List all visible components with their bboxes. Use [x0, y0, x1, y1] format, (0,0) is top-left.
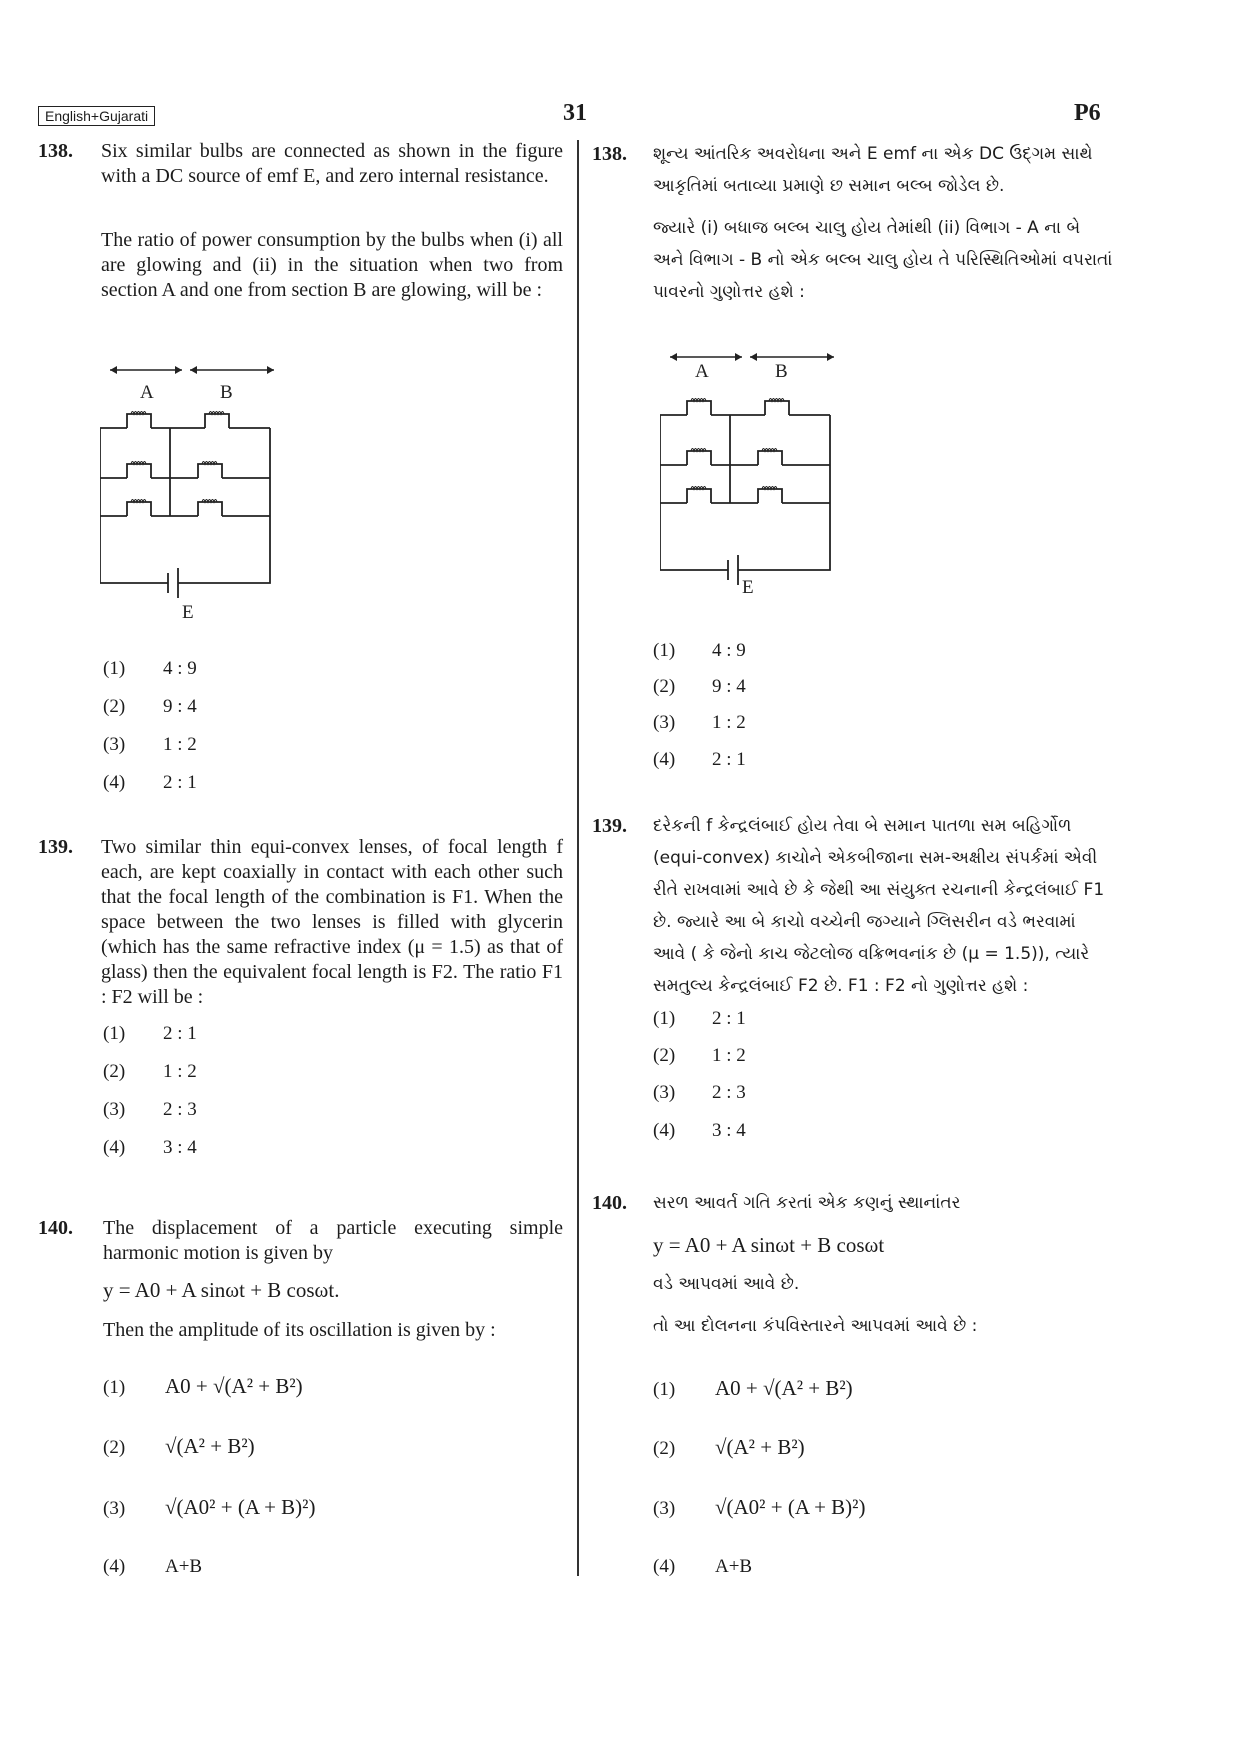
q139-option-4-label-en: (4) [103, 1137, 126, 1158]
q138-option-2-en[interactable]: 9 : 4 [163, 696, 197, 717]
section-b-label: B [220, 382, 233, 403]
q138-number-en: 138. [38, 140, 73, 162]
q139-option-1-label-en: (1) [103, 1023, 126, 1044]
q139-option-2-gu[interactable]: 1 : 2 [712, 1045, 746, 1066]
q138-option-3-en[interactable]: 1 : 2 [163, 734, 197, 755]
q140-option-1-en[interactable]: A0 + √(A² + B²) [165, 1374, 303, 1398]
q139-option-1-label-gu: (1) [653, 1008, 676, 1029]
q138-option-4-label-gu: (4) [653, 749, 676, 770]
q138-option-2-gu[interactable]: 9 : 4 [712, 676, 746, 697]
q139-option-3-label-gu: (3) [653, 1082, 676, 1103]
q138-option-3-label-en: (3) [103, 734, 126, 755]
q139-text-en: Two similar thin equi-convex lenses, of focal length f each, are kept coaxially in contact with each other such that the focal length of the combination is F1. When the space between the two lenses is filled with glycerin (which has the same refractive index (μ = 1.5) as that of glass) then the equivalent focal length is F2. The ratio F1 : F2 will be : [101, 836, 563, 1008]
q140-option-2-gu[interactable]: √(A² + B²) [715, 1435, 805, 1459]
q138-circuit-figure-gu [660, 345, 850, 605]
q140-option-4-label-en: (4) [103, 1556, 126, 1577]
q140-option-3-label-en: (3) [103, 1498, 126, 1519]
section-a-label: A [140, 382, 154, 403]
q139-option-3-en[interactable]: 2 : 3 [163, 1099, 197, 1120]
q138-question-en: The ratio of power consumption by the bulbs when (i) all are glowing and (ii) in the situation when two from section A and one from section B are glowing, will be : [101, 229, 563, 301]
section-b-label-gu: B [775, 361, 788, 382]
q138-text-en: Six similar bulbs are connected as shown in the figure with a DC source of emf E, and zero internal resistance. [101, 140, 563, 187]
q140-number-en: 140. [38, 1217, 73, 1239]
q140-equation-en: y = A0 + A sinωt + B cosωt. [103, 1278, 340, 1302]
q139-option-4-en[interactable]: 3 : 4 [163, 1137, 197, 1158]
q138-option-2-label-en: (2) [103, 696, 126, 717]
q139-number-gu: 139. [592, 815, 627, 837]
q140-number-gu: 140. [592, 1192, 627, 1214]
q138-option-2-label-gu: (2) [653, 676, 676, 697]
section-a-label-gu: A [695, 361, 709, 382]
q140-option-1-label-gu: (1) [653, 1379, 676, 1400]
q138-option-4-gu[interactable]: 2 : 1 [712, 749, 746, 770]
q139-option-4-label-gu: (4) [653, 1120, 676, 1141]
q139-number-en: 139. [38, 836, 73, 858]
q140-text2-gu: વડે આપવમાં આવે છે. [653, 1274, 800, 1294]
q138-option-1-label-en: (1) [103, 658, 126, 679]
q139-option-1-en[interactable]: 2 : 1 [163, 1023, 197, 1044]
column-divider [577, 140, 579, 1576]
q140-option-3-label-gu: (3) [653, 1498, 676, 1519]
q138-option-1-en[interactable]: 4 : 9 [163, 658, 197, 679]
q138-option-4-label-en: (4) [103, 772, 126, 793]
q138-option-1-gu[interactable]: 4 : 9 [712, 640, 746, 661]
q138-circuit-figure-en [100, 358, 290, 618]
q140-option-3-gu[interactable]: √(A0² + (A + B)²) [715, 1495, 866, 1519]
q139-option-4-gu[interactable]: 3 : 4 [712, 1120, 746, 1141]
q140-text-gu: સરળ આવર્ત ગતિ કરતાં એક કણનું સ્થાનાંતર [653, 1193, 961, 1213]
paper-code: P6 [1074, 100, 1101, 126]
q140-option-4-label-gu: (4) [653, 1556, 676, 1577]
q139-option-2-label-gu: (2) [653, 1045, 676, 1066]
q138-question-gu: જ્યારે (i) બધાજ બલ્બ ચાલુ હોય તેમાંથી (ii) વિભાગ - A ના બે અને વિભાગ - B નો એક બલ્બ ચાલુ હોય તે પરિસ્થિતિઓમાં વપરાતાં પાવરનો ગુણોત્તર હશે : [653, 218, 1113, 302]
q140-option-2-label-gu: (2) [653, 1438, 676, 1459]
q138-option-3-label-gu: (3) [653, 712, 676, 733]
q140-option-2-label-en: (2) [103, 1437, 126, 1458]
q139-option-2-label-en: (2) [103, 1061, 126, 1082]
q139-text-gu: દરેકની f કેન્દ્રલંબાઈ હોય તેવા બે સમાન પાતળા સમ બહિર્ગોળ (equi-convex) કાચોને એકબીજાના સમ-અક્ષીય સંપર્કમાં એવી રીતે રાખવામાં આવે છે કે જેથી આ સંયુક્ત રચનાની કેન્દ્રલંબાઈ F1 છે. જ્યારે આ બે કાચો વચ્ચેની જગ્યાને ગ્લિસરીન વડે ભરવામાં આવે ( કે જેનો કાચ જેટલોજ વક્રિભવનાંક છે (μ = 1.5)), ત્યારે સમતુલ્ય કેન્દ્રલંબાઈ F2 છે. F1 : F2 નો ગુણોત્તર હશે : [653, 816, 1105, 996]
q140-option-1-label-en: (1) [103, 1377, 126, 1398]
q140-equation-gu: y = A0 + A sinωt + B cosωt [653, 1233, 885, 1257]
q140-question-en: Then the amplitude of its oscillation is given by : [103, 1319, 496, 1341]
q139-option-3-label-en: (3) [103, 1099, 126, 1120]
language-tag: English+Gujarati [38, 106, 155, 126]
q140-text-en: The displacement of a particle executing simple harmonic motion is given by [103, 1217, 563, 1264]
q140-option-2-en[interactable]: √(A² + B²) [165, 1434, 255, 1458]
page-number: 31 [563, 100, 587, 126]
q140-option-1-gu[interactable]: A0 + √(A² + B²) [715, 1376, 853, 1400]
q138-option-3-gu[interactable]: 1 : 2 [712, 712, 746, 733]
q138-number-gu: 138. [592, 143, 627, 165]
emf-label-gu: E [742, 577, 754, 598]
q140-question-gu: તો આ દોલનના કંપવિસ્તારને આપવમાં આવે છે : [653, 1316, 978, 1336]
q139-option-1-gu[interactable]: 2 : 1 [712, 1008, 746, 1029]
q139-option-3-gu[interactable]: 2 : 3 [712, 1082, 746, 1103]
q138-option-1-label-gu: (1) [653, 640, 676, 661]
q138-text-gu: શૂન્ય આંતરિક અવરોધના અને E emf ના એક DC ઉદ્‌ગમ સાથે આકૃતિમાં બતાવ્યા પ્રમાણે છ સમાન બલ્બ જોડેલ છે. [653, 144, 1093, 196]
q140-option-4-en[interactable]: A+B [165, 1556, 203, 1577]
emf-label: E [182, 602, 194, 618]
q140-option-3-en[interactable]: √(A0² + (A + B)²) [165, 1495, 316, 1519]
q138-option-4-en[interactable]: 2 : 1 [163, 772, 197, 793]
q140-option-4-gu[interactable]: A+B [715, 1556, 753, 1577]
q139-option-2-en[interactable]: 1 : 2 [163, 1061, 197, 1082]
